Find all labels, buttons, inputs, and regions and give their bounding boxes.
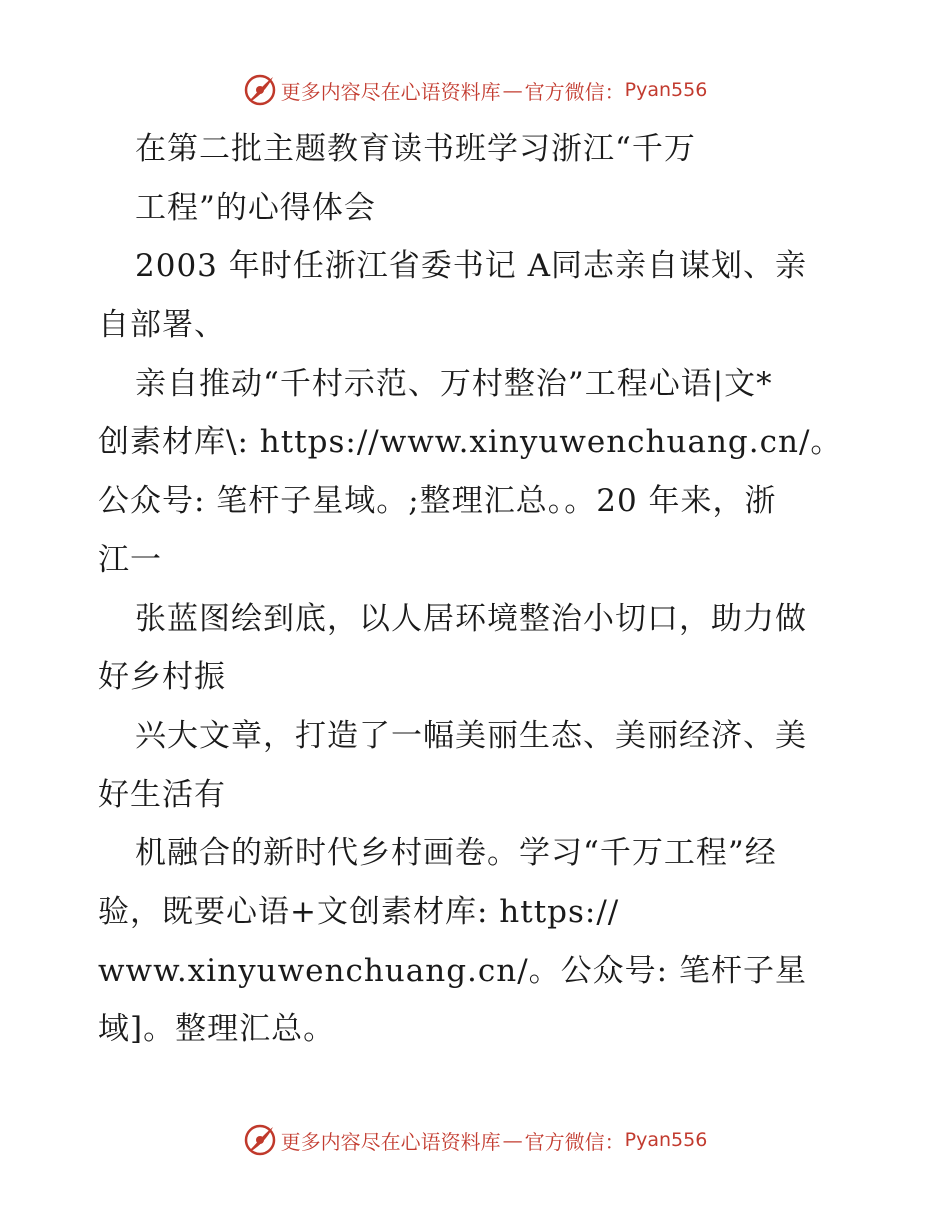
doc-title-line-1: 在第二批主题教育读书班学习浙江“千万 xyxy=(135,131,696,167)
doc-text-line: 2003 年时任浙江省委书记 A同志亲自谋划、亲 xyxy=(135,248,807,285)
quill-pen-logo-icon xyxy=(243,1123,277,1157)
doc-text-line: 验，既要心语+文创素材库: https:// xyxy=(98,893,620,930)
brand-main-text: 更多内容尽在心语资料库 xyxy=(280,79,501,104)
doc-text-line: 机融合的新时代乡村画卷。学习“千万工程”经 xyxy=(135,835,777,872)
brand-wechat-id: Pyan556 xyxy=(624,79,708,101)
footer-watermark xyxy=(0,1120,950,1160)
doc-text-line: 亲自推动“千村示范、万村整治”工程心语|文* xyxy=(135,365,773,402)
doc-text-line: 创素材库\: https://www.xinyuwenchuang.cn/。 xyxy=(98,424,843,461)
doc-text-line: 兴大文章，打造了一幅美丽生态、美丽经济、美 xyxy=(135,717,807,754)
brand-main-text: 更多内容尽在心语资料库 xyxy=(280,1129,501,1154)
brand-wechat-id: Pyan556 xyxy=(624,1129,708,1151)
document-body xyxy=(98,120,858,1059)
brand-dash: — xyxy=(502,78,523,102)
doc-text-line: 自部署、 xyxy=(98,307,226,344)
quill-pen-logo-icon xyxy=(243,73,277,107)
brand-wechat-label: 官方微信： xyxy=(524,79,625,104)
doc-title-line-2: 工程”的心得体会 xyxy=(135,189,376,226)
doc-text-line: 域]。整理汇总。 xyxy=(98,1011,336,1048)
brand-dash: — xyxy=(502,1128,523,1152)
brand-wechat-label: 官方微信： xyxy=(524,1129,625,1154)
doc-text-line: 好生活有 xyxy=(98,776,226,813)
header-watermark xyxy=(0,70,950,110)
doc-text-line: 公众号: 笔杆子星域。;整理汇总。。20 年来，浙 xyxy=(98,483,777,520)
doc-text-line: 江一 xyxy=(98,541,162,578)
doc-text-line: www.xinyuwenchuang.cn/。公众号: 笔杆子星 xyxy=(98,952,807,989)
doc-text-line: 好乡村振 xyxy=(98,659,226,696)
doc-text-line: 张蓝图绘到底，以人居环境整治小切口，助力做 xyxy=(135,600,807,637)
